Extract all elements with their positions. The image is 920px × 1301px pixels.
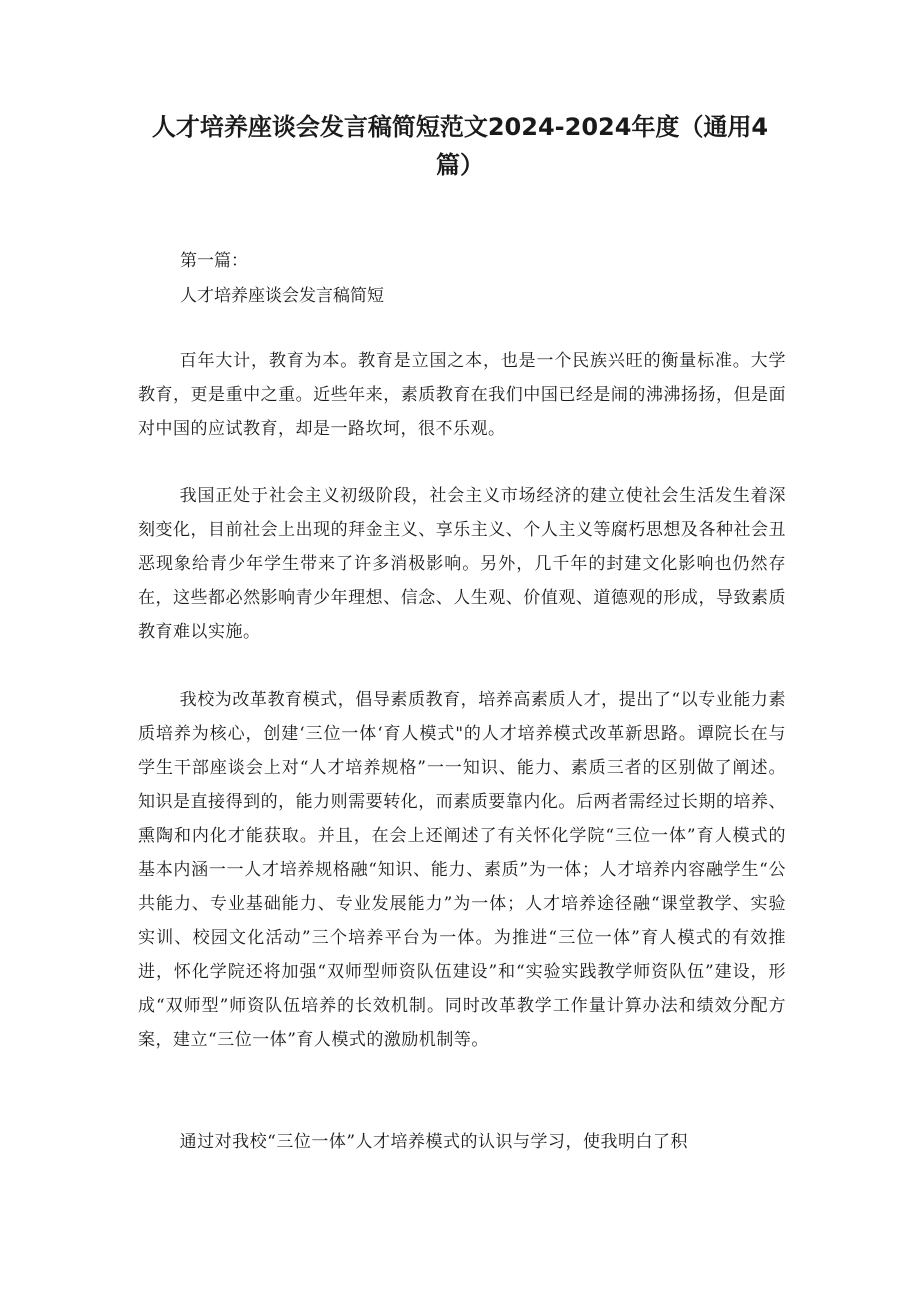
document-title: 人才培养座谈会发言稿简短范文2024-2024年度（通用4篇） xyxy=(151,113,769,179)
paragraph-3: 我校为改革教育模式，倡导素质教育，培养高素质人才，提出了“以专业能力素质培养为核心，创建‘三位一体‘育人模式"的人才培养模式改革新思路。谭院长在与学生干部座谈会上对“人才培养规格”一一知识、能力、素质三者的区别做了阐述。知识是直接得到的，能力则需要转化，而素质要靠内化。后两者需经过长期的培养、熏陶和内化才能获取。并且，在会上还阐述了有关怀化学院“三位一体”育人模式的基本内涵一一人才培养规格融“知识、能力、素质”为一体；人才培养内容融学生“公共能力、专业基础能力、专业发展能力”为一体；人才培养途径融“课堂教学、实验实训、校园文化活动”三个培养平台为一体。为推进“三位一体”育人模式的有效推进，怀化学院还将加强“双师型师资队伍建设”和“实验实践教学师资队伍”建设，形成“双师型”师资队伍培养的长效机制。同时改革教学工作量计算办法和绩效分配方案，建立“三位一体”育人模式的激励机制等。 xyxy=(138,690,786,1050)
section-heading: 第一篇： xyxy=(180,251,248,271)
paragraph-4: 通过对我校“三位一体”人才培养模式的认识与学习，使我明白了积 xyxy=(179,1132,689,1152)
paragraph-2: 我国正处于社会主义初级阶段，社会主义市场经济的建立使社会生活发生着深刻变化，目前社会上出现的拜金主义、享乐主义、个人主义等腐朽思想及各种社会丑恶现象给青少年学生带来了许多消极影响。另外，几千年的封建文化影响也仍然存在，这些都必然影响青少年理想、信念、人生观、价值观、道德观的形成，导致素质教育难以实施。 xyxy=(138,486,786,642)
section-subtitle: 人才培养座谈会发言稿简短 xyxy=(180,286,384,306)
paragraph-1: 百年大计，教育为本。教育是立国之本，也是一个民族兴旺的衡量标准。大学教育，更是重中之重。近些年来，素质教育在我们中国已经是闹的沸沸扬扬，但是面对中国的应试教育，却是一路坎坷，很不乐观。 xyxy=(138,351,786,439)
